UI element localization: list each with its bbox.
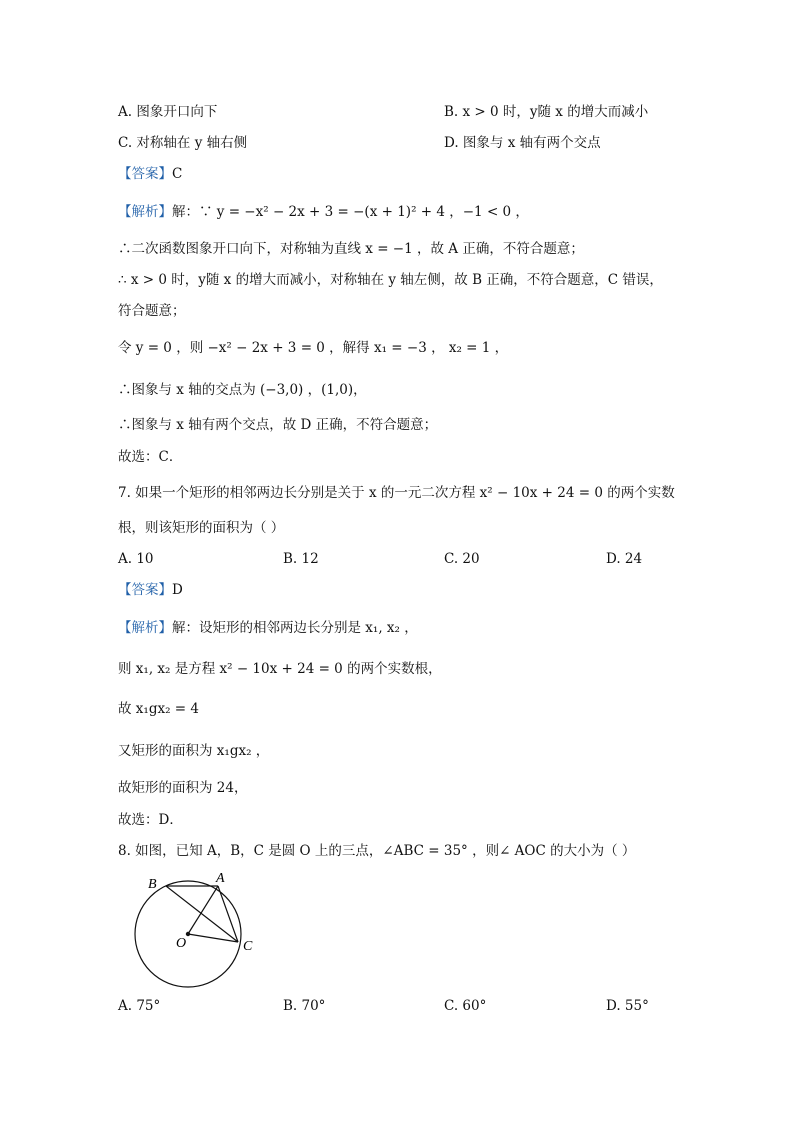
analysis-tag: 【解析】 [118,204,172,220]
circle-diagram [126,870,276,990]
q6-analysis-line-3: ∴ x > 0 时，y随 x 的增大而减小，对称轴在 y 轴左侧，故 B 正确，不符合题意，C 错误， [118,272,663,288]
q7-analysis-line-2: 则 x₁, x₂ 是方程 x² − 10x + 24 = 0 的两个实数根， [118,661,442,677]
segment-bc [166,886,238,942]
center-point [186,932,190,936]
q6-analysis-line-7: ∴图象与 x 轴有两个交点，故 D 正确，不符合题意； [118,417,438,433]
answer-value: D [172,582,183,598]
q6-analysis-line-1 [118,203,529,221]
q8-option-d: D. 55° [606,998,649,1014]
label-b: B [148,877,157,892]
q6-option-d: D. 图象与 x 轴有两个交点 [444,135,601,151]
q7-option-c: C. 20 [444,551,480,567]
q6-analysis-line-5: 令 y = 0 ，则 −x² − 2x + 3 = 0 ，解得 x₁ = −3 ， x₂ = 1 ， [118,340,509,356]
label-o: O [176,936,187,951]
q6-analysis-line-2: ∴二次函数图象开口向下，对称轴为直线 x = −1 ，故 A 正确，不符合题意； [118,241,584,257]
q8-stem: 8. 如图，已知 A，B，C 是圆 O 上的三点，∠ABC = 35° ，则∠ AOC 的大小为（ ） [118,843,636,859]
q7-option-b: B. 12 [283,551,319,567]
q6-analysis-line-6: ∴图象与 x 轴的交点为 (−3,0) ，(1,0)， [118,382,367,398]
q6-analysis-line-4: 符合题意； [118,303,186,319]
answer-value: C [172,166,183,182]
analysis-tag: 【解析】 [118,620,172,636]
analysis-text: 解：设矩形的相邻两边长分别是 x₁, x₂ ， [172,620,418,636]
q7-option-d: D. 24 [606,551,643,567]
q7-stem-line-2: 根，则该矩形的面积为（ ） [118,520,285,536]
q8-option-b: B. 70° [283,998,326,1014]
answer-tag: 【答案】 [118,582,172,598]
label-a: A [216,871,225,886]
analysis-text: 解：∵ y = −x² − 2x + 3 = −(x + 1)² + 4 ，−1 < 0 ， [172,204,529,220]
segment-oa [188,886,218,934]
q6-option-b: B. x > 0 时，y随 x 的增大而减小 [444,104,649,120]
q7-analysis-line-6: 故选：D． [118,812,183,828]
q7-answer-line [118,581,183,599]
segment-oc [188,934,238,942]
q6-answer-line [118,165,182,183]
q6-analysis-line-8: 故选：C． [118,449,183,465]
q7-analysis-line-1 [118,619,418,637]
q6-option-c: C. 对称轴在 y 轴右侧 [118,135,248,151]
label-c: C [243,939,253,954]
q8-option-c: C. 60° [444,998,487,1014]
q7-analysis-line-3: 故 x₁gx₂ = 4 [118,701,199,717]
q6-option-a: A. 图象开口向下 [118,104,218,120]
answer-tag: 【答案】 [118,166,172,182]
q8-option-a: A. 75° [118,998,161,1014]
q7-option-a: A. 10 [118,551,154,567]
q7-stem-line-1: 7. 如果一个矩形的相邻两边长分别是关于 x 的一元二次方程 x² − 10x + 24 = 0 的两个实数 [118,485,675,501]
q7-analysis-line-4: 又矩形的面积为 x₁gx₂ ， [118,743,270,759]
q7-analysis-line-5: 故矩形的面积为 24， [118,780,248,796]
